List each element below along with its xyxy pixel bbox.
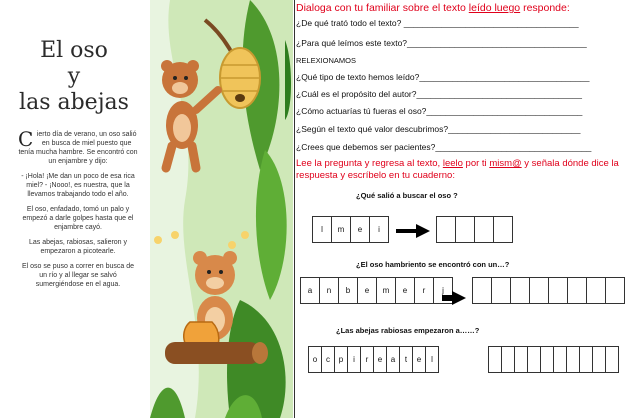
exercise-1-scrambled xyxy=(312,216,389,243)
answer-box[interactable] xyxy=(511,277,530,304)
title-line-2: y xyxy=(67,64,81,89)
answer-box[interactable] xyxy=(492,277,511,304)
answer-box[interactable] xyxy=(541,346,554,373)
letter-box: n xyxy=(320,277,339,304)
letter-box: e xyxy=(374,346,387,373)
story-paragraph: Las abejas, rabiosas, salieron y empezaron a picotearle. xyxy=(28,239,128,255)
letter-box: m xyxy=(377,277,396,304)
title-line-3: las abejas xyxy=(19,90,129,115)
exercise-3-answer[interactable] xyxy=(488,346,619,373)
letter-box: c xyxy=(322,346,335,373)
letter-box: e xyxy=(351,216,370,243)
letter-box: i xyxy=(370,216,389,243)
letter-box: r xyxy=(361,346,374,373)
letter-box: a xyxy=(300,277,320,304)
exercise-2-question: ¿El oso hambriento se encontró con un…? xyxy=(356,260,510,269)
letter-box: l xyxy=(312,216,332,243)
exercise-2-answer[interactable] xyxy=(472,277,625,304)
answer-box[interactable] xyxy=(568,277,587,304)
letter-box: m xyxy=(332,216,351,243)
letter-box: b xyxy=(339,277,358,304)
question-2[interactable]: ¿Para qué leímos este texto?______________________________________ xyxy=(296,38,587,48)
story-text xyxy=(18,127,138,295)
exercise-1-answer[interactable] xyxy=(436,216,513,243)
question-1[interactable]: ¿De qué trató todo el texto? _____________________________________ xyxy=(296,18,579,28)
answer-box[interactable] xyxy=(580,346,593,373)
answer-box[interactable] xyxy=(567,346,580,373)
answer-box[interactable] xyxy=(587,277,606,304)
story-title xyxy=(18,38,130,116)
worksheet xyxy=(296,0,625,418)
answer-box[interactable] xyxy=(475,216,494,243)
letter-box: l xyxy=(426,346,439,373)
letter-box: e xyxy=(358,277,377,304)
answer-box[interactable] xyxy=(606,346,619,373)
letter-box: r xyxy=(415,277,434,304)
instruction-text: Lee la pregunta y regresa al texto, leelo por ti mism@ y señala dónde dice la respuesta y escríbelo en tu cuaderno: xyxy=(296,158,619,181)
letter-box: i xyxy=(348,346,361,373)
question-3[interactable]: ¿Qué tipo de texto hemos leído?____________________________________ xyxy=(296,72,590,82)
letter-box: a xyxy=(387,346,400,373)
question-5[interactable]: ¿Cómo actuarías tú fueras el oso?_________________________________ xyxy=(296,106,583,116)
reflection-subheading: RELEXIONAMOS xyxy=(296,56,357,65)
answer-box[interactable] xyxy=(494,216,513,243)
exercise-3-question: ¿Las abejas rabiosas empezaron a……? xyxy=(336,326,480,335)
worksheet-heading: Dialoga con tu familiar sobre el texto leído luego responde: xyxy=(296,2,570,14)
exercise-2-scrambled xyxy=(300,277,453,304)
question-7[interactable]: ¿Crees que debemos ser pacientes?_________________________________ xyxy=(296,142,592,152)
answer-box[interactable] xyxy=(436,216,456,243)
title-line-1: El oso xyxy=(40,38,108,63)
storybook-page xyxy=(0,0,293,418)
question-4[interactable]: ¿Cuál es el propósito del autor?___________________________________ xyxy=(296,89,582,99)
letter-box: p xyxy=(335,346,348,373)
column-divider xyxy=(294,0,295,418)
letter-box: e xyxy=(413,346,426,373)
answer-box[interactable] xyxy=(593,346,606,373)
story-paragraph: Cierto día de verano, un oso salió en busca de miel puesto que tenía mucha hambre. Se encontró con un enjambre y dijo: xyxy=(18,127,138,165)
letter-box: t xyxy=(400,346,413,373)
letter-box: j xyxy=(434,277,453,304)
letter-box: e xyxy=(396,277,415,304)
drop-cap: C xyxy=(18,127,34,151)
arrow-right-icon xyxy=(442,291,466,305)
story-paragraph: El oso se puso a correr en busca de un río y al llegar se salvó sumergiéndose en el agua. xyxy=(21,263,135,288)
story-paragraph: El oso, enfadado, tomó un palo y empezó a darle golpes hasta que el enjambre cayó. xyxy=(22,206,134,231)
answer-box[interactable] xyxy=(472,277,492,304)
answer-box[interactable] xyxy=(530,277,549,304)
letter-box: o xyxy=(308,346,322,373)
answer-box[interactable] xyxy=(554,346,567,373)
arrow-right-icon xyxy=(396,224,430,238)
question-6[interactable]: ¿Según el texto qué valor descubrimos?____________________________ xyxy=(296,124,581,134)
answer-box[interactable] xyxy=(502,346,515,373)
answer-box[interactable] xyxy=(606,277,625,304)
exercise-1-question: ¿Qué salió a buscar el oso ? xyxy=(356,191,458,200)
exercise-3-scrambled xyxy=(308,346,439,373)
answer-box[interactable] xyxy=(528,346,541,373)
answer-box[interactable] xyxy=(515,346,528,373)
answer-box[interactable] xyxy=(488,346,502,373)
story-paragraph: - ¡Hola! ¡Me dan un poco de esa rica miel? - ¡Nooo!, es nuestra, que la llevamos trabajando todo el año. xyxy=(21,173,135,198)
answer-box[interactable] xyxy=(549,277,568,304)
answer-box[interactable] xyxy=(456,216,475,243)
